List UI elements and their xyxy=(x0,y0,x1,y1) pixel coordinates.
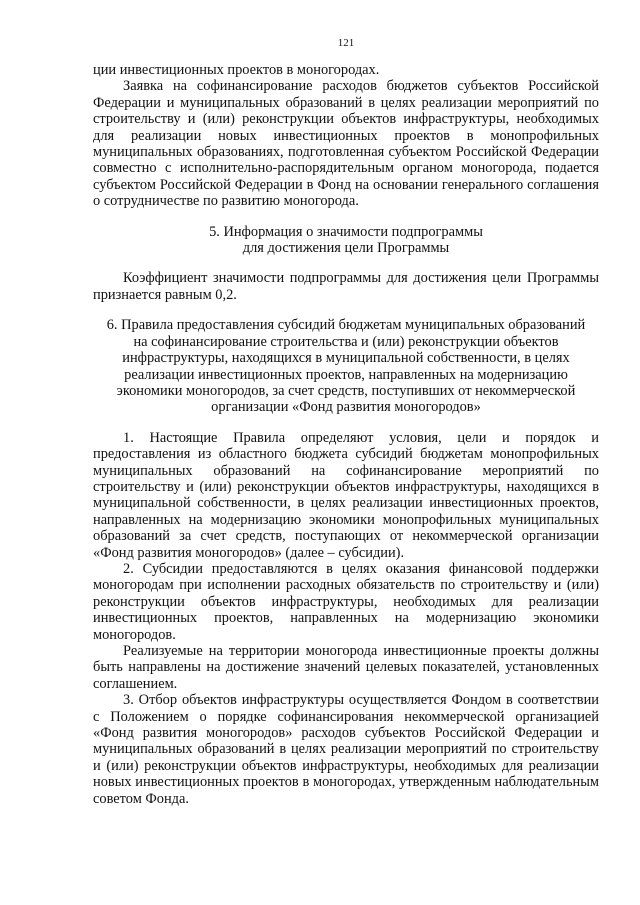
section-6-heading xyxy=(93,317,599,415)
section-5-heading-line-2: для достижения цели Программы xyxy=(242,240,450,257)
page-number: 121 xyxy=(337,37,355,49)
section-6-paragraph-1: 1. Настоящие Правила определяют условия, цели и порядок и предоставления из областного бюджета субсидий бюджетам монопрофильных муниципальных образований на софинансирование мероприятий по строительству и (или) реконструкции объектов инфраструктуры, находящихся в муниципальной собственности, в целях реализации инвестиционных проектов, направленных на модернизацию экономики монопрофильных муниципальных образований за счет средств, поступающих от некоммерческой организации «Фонд развития моногородов» (далее – субсидии). xyxy=(93,429,599,561)
paragraph-application: Заявка на софинансирование расходов бюджетов субъектов Российской Федерации и муниципальных образований в целях реализации мероприятий по строительству и (или) реконструкции объектов инфраструктуры, необходимых для реализации новых инвестиционных проектов в монопрофильных муниципальных образованиях, подготовленная субъектом Российской Федерации совместно с исполнительно-распорядительным органом моногорода, подается субъектом Российской Федерации в Фонд на основании генерального соглашения о сотрудничестве по развитию моногорода. xyxy=(93,78,599,210)
section-6-heading-line: экономики моногородов, за счет средств, поступивших от некоммерческой xyxy=(116,382,576,399)
section-6-heading-line: 6. Правила предоставления субсидий бюджетам муниципальных образований xyxy=(106,317,586,334)
section-6-heading-line: на софинансирование строительства и (или) реконструкции объектов xyxy=(133,333,559,350)
section-6-heading-line: организации «Фонд развития моногородов» xyxy=(211,399,481,416)
document-page xyxy=(93,36,599,807)
section-5-heading-line-1: 5. Информация о значимости подпрограммы xyxy=(209,223,483,240)
section-6-paragraph-4: 3. Отбор объектов инфраструктуры осуществляется Фондом в соответствии с Положением о порядке софинансирования некоммерческой организацией «Фонд развития моногородов» расходов субъектов Российской Федерации и муниципальных образований в целях реализации мероприятий по строительству и (или) реконструкции объектов инфраструктуры, необходимых для реализации новых инвестиционных проектов в моногородах, утвержденным наблюдательным советом Фонда. xyxy=(93,692,599,807)
section-6-heading-line: реализации инвестиционных проектов, направленных на модернизацию xyxy=(124,366,568,383)
section-6-paragraph-2: 2. Субсидии предоставляются в целях оказания финансовой поддержки моногородам при исполнении расходных обязательств по строительству и (или) реконструкции объектов инфраструктуры, необходимых для реализации инвестиционных проектов, направленных на модернизацию экономики моногородов. xyxy=(93,560,599,643)
continuation-line: ции инвестиционных проектов в моногородах. xyxy=(93,62,380,78)
section-5-text: Коэффициент значимости подпрограммы для достижения цели Программы признается равным 0,2. xyxy=(93,270,599,303)
section-6-heading-line: инфраструктуры, находящихся в муниципальной собственности, в целях xyxy=(122,350,570,367)
section-6-paragraph-3: Реализуемые на территории моногорода инвестиционные проекты должны быть направлены на достижение значений целевых показателей, установленных соглашением. xyxy=(93,643,599,692)
